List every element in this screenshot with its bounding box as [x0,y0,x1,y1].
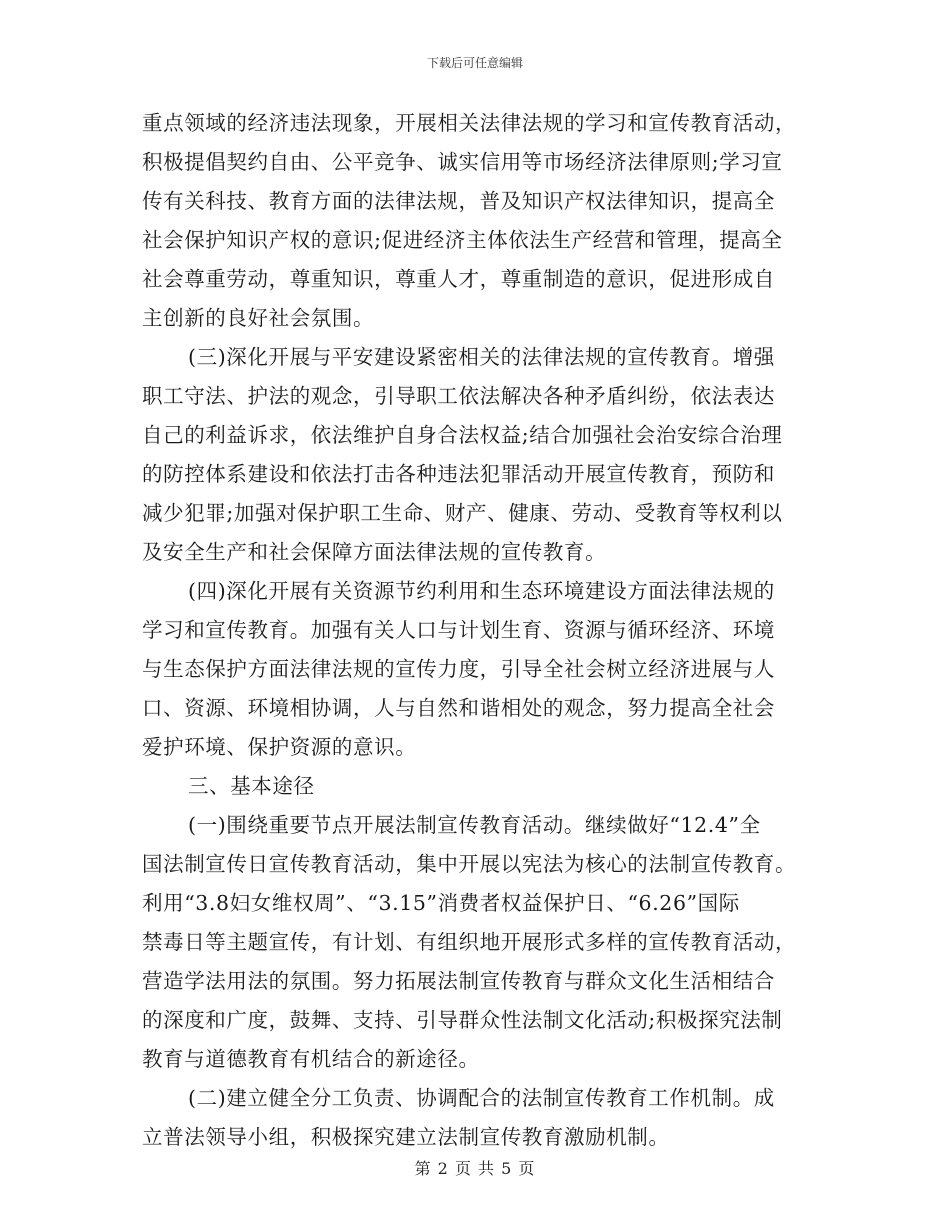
body-line: 减少犯罪;加强对保护职工生命、财产、健康、劳动、受教育等权利以 [142,501,783,525]
body-line: 利用“3.8妇女维权周”、“3.15”消费者权益保护日、“6.26”国际 [142,891,740,915]
body-line: 传有关科技、教育方面的法律法规，普及知识产权法律知识，提高全 [142,189,775,213]
page-header: 下载后可任意编辑 [426,56,523,70]
paragraph-start-line: (三)深化开展与平安建设紧密相关的法律法规的宣传教育。增强 [188,345,775,369]
paragraph-start-line: (四)深化开展有关资源节约利用和生态环境建设方面法律法规的 [188,579,775,603]
section-heading: 三、基本途径 [188,774,315,798]
body-line: 爱护环境、保护资源的意识。 [142,735,417,759]
document-body [142,104,812,1157]
body-line: 的深度和广度，鼓舞、支持、引导群众性法制文化活动;积极探究法制 [142,1008,783,1032]
body-line: 禁毒日等主题宣传，有计划、有组织地开展形式多样的宣传教育活动， [142,930,797,954]
body-line: 学习和宣传教育。加强有关人口与计划生育、资源与循环经济、环境 [142,618,775,642]
body-line: 职工守法、护法的观念，引导职工依法解决各种矛盾纠纷，依法表达 [142,384,775,408]
body-line: 及安全生产和社会保障方面法律法规的宣传教育。 [142,540,607,564]
body-line: 国法制宣传日宣传教育活动，集中开展以宪法为核心的法制宣传教育。 [142,852,797,876]
body-line: 社会保护知识产权的意识;促进经济主体依法生产经营和管理，提高全 [142,228,783,252]
body-line: 立普法领导小组，积极探究建立法制宣传教育激励机制。 [142,1125,670,1149]
body-line: 积极提倡契约自由、公平竞争、诚实信用等市场经济法律原则;学习宣 [142,150,783,174]
body-line: 主创新的良好社会氛围。 [142,306,375,330]
body-line: 与生态保护方面法律法规的宣传力度，引导全社会树立经济进展与人 [142,657,775,681]
body-line: 营造学法用法的氛围。努力拓展法制宣传教育与群众文化生活相结合 [142,969,775,993]
paragraph-start-line: (二)建立健全分工负责、协调配合的法制宣传教育工作机制。成 [188,1086,775,1110]
page-footer: 第 2 页 共 5 页 [414,1159,536,1178]
body-line: 的防控体系建设和依法打击各种违法犯罪活动开展宣传教育，预防和 [142,462,775,486]
body-line: 重点领域的经济违法现象，开展相关法律法规的学习和宣传教育活动， [142,111,797,135]
paragraph-start-line: (一)围绕重要节点开展法制宣传教育活动。继续做好“12.4”全 [188,813,761,837]
body-line: 教育与道德教育有机结合的新途径。 [142,1047,480,1071]
body-line: 自己的利益诉求，依法维护自身合法权益;结合加强社会治安综合治理 [142,423,783,447]
body-line: 社会尊重劳动，尊重知识，尊重人才，尊重制造的意识，促进形成自 [142,267,775,291]
body-line: 口、资源、环境相协调，人与自然和谐相处的观念，努力提高全社会 [142,696,775,720]
